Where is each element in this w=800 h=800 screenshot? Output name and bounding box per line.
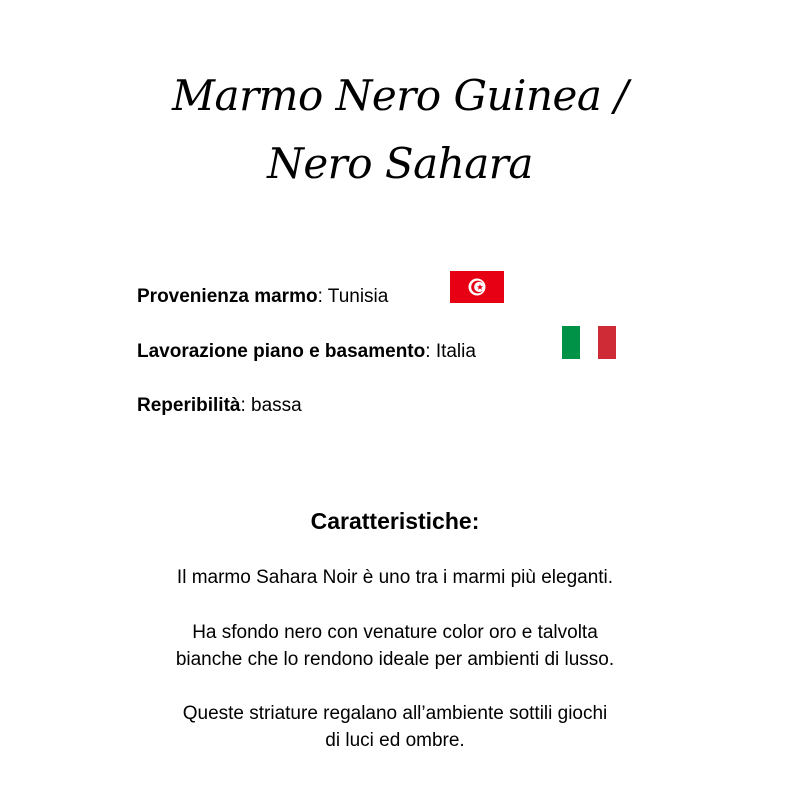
features-paragraph-1 <box>0 564 790 591</box>
info-provenance-value: Tunisia <box>327 286 389 307</box>
info-availability-separator: : <box>240 395 252 416</box>
tunisia-flag-icon <box>450 271 504 303</box>
info-provenance-label: Provenienza marmo <box>137 286 318 307</box>
title-line-1: Marmo Nero Guinea / <box>172 71 628 120</box>
info-manufacturing <box>137 340 476 364</box>
paragraph-line: di luci ed ombre. <box>325 730 465 751</box>
info-manufacturing-separator: : <box>425 341 436 362</box>
features-heading: Caratteristiche: <box>310 508 480 534</box>
paragraph-line: Ha sfondo nero con venature color oro e talvolta <box>192 622 598 643</box>
italy-flag-green <box>562 326 580 359</box>
italy-flag-white <box>580 326 598 359</box>
title-line-2: Nero Sahara <box>267 139 533 188</box>
info-manufacturing-value: Italia <box>435 341 476 362</box>
features-paragraph-3 <box>0 700 790 754</box>
page-title <box>0 62 800 198</box>
info-provenance-separator: : <box>317 286 328 307</box>
info-availability-value: bassa <box>251 395 302 416</box>
info-manufacturing-label: Lavorazione piano e basamento <box>137 341 426 362</box>
info-provenance <box>137 285 388 309</box>
italy-flag-red <box>598 326 616 359</box>
info-availability-label: Reperibilità <box>137 395 241 416</box>
paragraph-line: Queste striature regalano all’ambiente sottili giochi <box>182 703 608 724</box>
paragraph-line: bianche che lo rendono ideale per ambienti di lusso. <box>175 649 615 670</box>
italy-flag-icon <box>562 326 616 359</box>
features-paragraph-2 <box>0 619 790 673</box>
info-availability <box>137 394 302 418</box>
paragraph-line: Il marmo Sahara Noir è uno tra i marmi più eleganti. <box>176 567 614 588</box>
